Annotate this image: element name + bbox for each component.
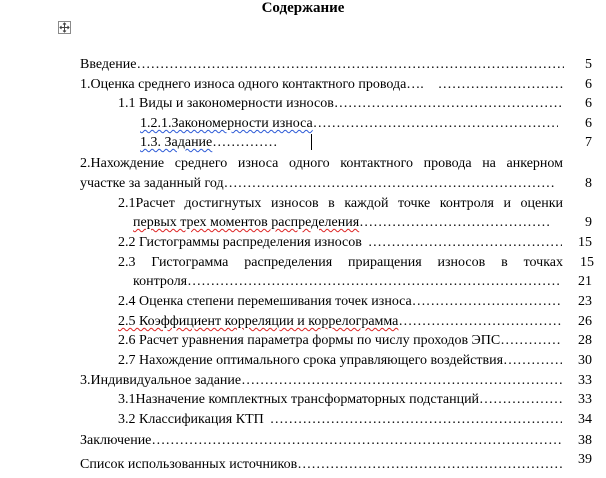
- toc-entry-text: 3.2 Классификация КТП: [118, 412, 264, 427]
- toc-entry-page: 21: [578, 274, 592, 289]
- toc-entry-page: 7: [585, 135, 592, 150]
- toc-entry-text: Список использованных источников: [80, 457, 298, 472]
- toc-entry-introduction[interactable]: [80, 56, 592, 74]
- toc-entry-section-2-2[interactable]: [118, 234, 592, 252]
- toc-entry-section-2-line1[interactable]: 2.Нахождение среднего износа одного контактного провода на анкерном: [80, 156, 563, 171]
- toc-entry-page: 15: [580, 255, 594, 270]
- toc-entry-page: 33: [578, 392, 592, 407]
- toc-entry-text: 1.2.1.Закономерности износа: [140, 116, 313, 131]
- toc-entry-references[interactable]: [80, 452, 592, 474]
- toc-entry-page: 9: [585, 215, 592, 230]
- toc-entry-conclusion[interactable]: [80, 432, 592, 450]
- toc-entry-text: участке за заданный год: [80, 176, 224, 191]
- toc-entry-page: 15: [578, 235, 592, 250]
- toc-entry-page: 5: [585, 57, 592, 72]
- toc-entry-section-3-2[interactable]: [118, 411, 592, 429]
- toc-entry-page: 6: [585, 77, 592, 92]
- toc-entry-text: Введение: [80, 57, 137, 72]
- toc-entry-section-1-2-1[interactable]: [140, 115, 592, 133]
- text-cursor: [311, 134, 312, 150]
- toc-entry-text: 2.2 Гистограммы распределения износов: [118, 235, 362, 250]
- toc-entry-page: 8: [585, 176, 592, 191]
- toc-entry-section-2-3[interactable]: [133, 273, 592, 291]
- toc-entry-section-3[interactable]: [80, 372, 592, 390]
- toc-entry-page: 6: [585, 96, 592, 111]
- page-title: Содержание: [261, 0, 345, 16]
- toc-entry-text: 3.1Назначение комплектных трансформаторных подстанций: [118, 392, 480, 407]
- toc-entry-text: 1.1 Виды и закономерности износов: [118, 96, 334, 111]
- toc-entry-page: 33: [578, 373, 592, 388]
- toc-entry-page: 23: [578, 294, 592, 309]
- toc-entry-section-2-3-line1[interactable]: 2.3 Гистограмма распределения приращения износов в точках: [118, 255, 563, 270]
- toc-entry-text: 2.6 Расчет уравнения параметра формы по числу проходов ЭПС: [118, 333, 501, 348]
- toc-entry-text: 2.4 Оценка степени перемешивания точек износа: [118, 294, 412, 309]
- toc-entry-text: 2.5 Коэффициент корреляции и коррелограмма: [118, 314, 399, 329]
- toc-entry-section-3-1[interactable]: [118, 391, 592, 409]
- toc-entry-section-2-7[interactable]: [118, 352, 592, 370]
- toc-entry-page: 28: [578, 333, 592, 348]
- table-move-handle-icon[interactable]: [58, 21, 71, 34]
- toc-entry-text: 2.7 Нахождение оптимального срока управляющего воздействия: [118, 353, 504, 368]
- toc-entry-section-2-1[interactable]: [133, 214, 592, 232]
- toc-entry-text: 1.3. Задание: [140, 135, 213, 150]
- toc-entry-page: 30: [578, 353, 592, 368]
- toc-entry-section-2[interactable]: [80, 175, 592, 193]
- toc-entry-section-2-5[interactable]: [118, 313, 592, 331]
- toc-entry-section-2-4[interactable]: [118, 293, 592, 311]
- toc-entry-section-1[interactable]: [80, 76, 592, 94]
- toc-entry-text: 1.Оценка среднего износа одного контактного провода….: [80, 77, 424, 92]
- toc-entry-section-1-3[interactable]: [140, 134, 592, 152]
- toc-entry-page: 6: [585, 116, 592, 131]
- toc-entry-text: контроля: [133, 274, 188, 289]
- toc-entry-text: Заключение: [80, 433, 152, 448]
- toc-entry-page: 38: [578, 433, 592, 448]
- toc-entry-section-2-6[interactable]: [118, 332, 592, 350]
- toc-entry-text: первых трех моментов распределения: [133, 215, 360, 230]
- toc-entry-page: 34: [578, 412, 592, 427]
- toc-entry-page: 39: [578, 452, 592, 467]
- toc-entry-section-1-1[interactable]: [118, 95, 592, 113]
- toc-entry-section-2-1-line1[interactable]: 2.1Расчет достигнутых износов в каждой точке контроля и оценки: [118, 196, 563, 211]
- toc-entry-page: 26: [578, 314, 592, 329]
- toc-entry-text: 3.Индивидуальное задание: [80, 373, 242, 388]
